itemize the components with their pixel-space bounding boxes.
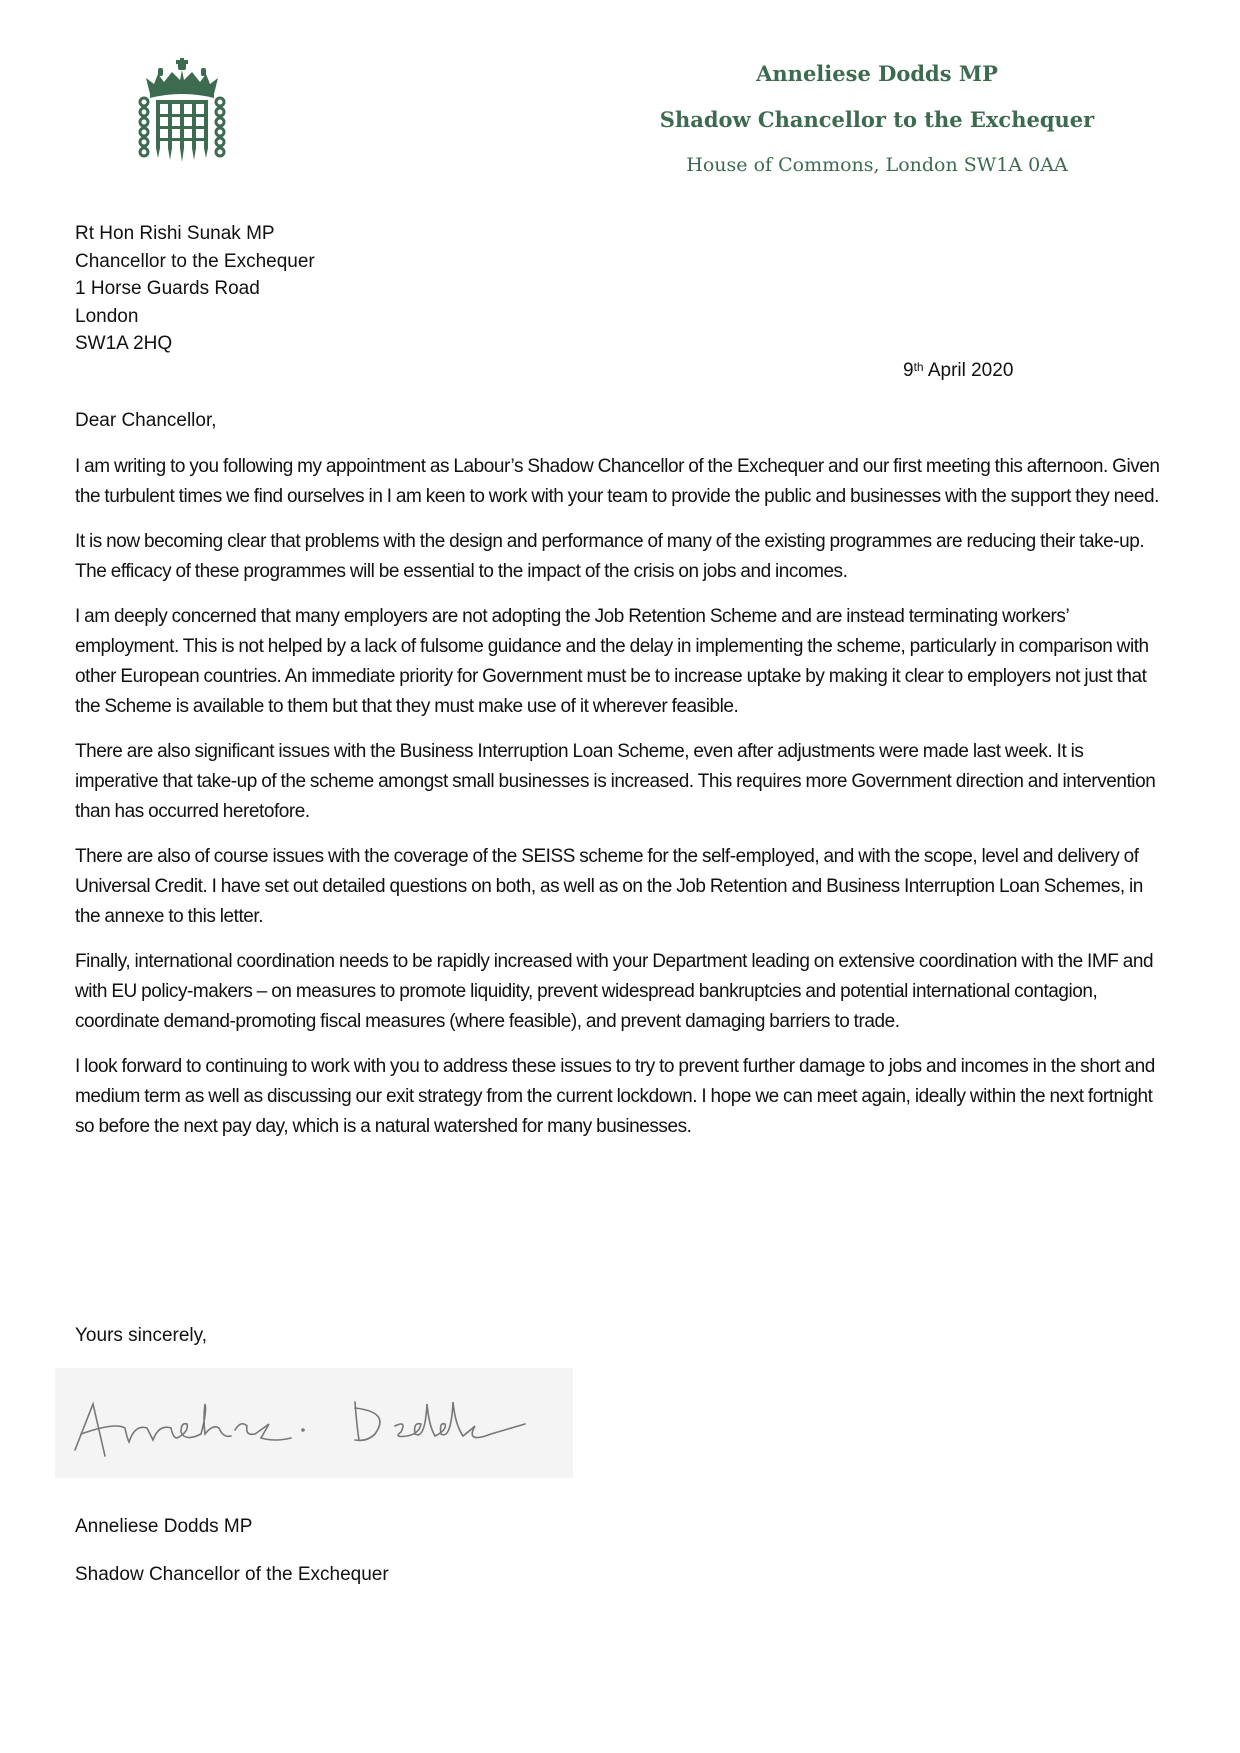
body-paragraph: I look forward to continuing to work with you to address these issues to try to prevent further damage to jobs and incomes in the short and medium term as well as discussing our exit strategy from the current lockdown. I hope we can meet again, ideally within the next fortnight so before the next pay day, which is a natural watershed for many businesses. bbox=[75, 1056, 1155, 1137]
date-day: 9 bbox=[903, 360, 914, 381]
body-paragraph: It is now becoming clear that problems with the design and performance of many of the existing programmes are reducing their take-up. The efficacy of these programmes will be essential to the impact of the crisis on jobs and incomes. bbox=[75, 531, 1145, 582]
recipient-street: 1 Horse Guards Road bbox=[75, 278, 260, 299]
date-suffix: th bbox=[913, 360, 924, 374]
body-paragraph: There are also significant issues with the Business Interruption Loan Scheme, even after adjustments were made last week. It is imperative that take-up of the scheme amongst small businesses is increased. This requires more Government direction and intervention than has occurred heretofore. bbox=[75, 741, 1156, 822]
sender-name: Anneliese Dodds MP bbox=[756, 61, 998, 86]
letter-date bbox=[903, 358, 1013, 384]
portcullis-crown-icon bbox=[136, 58, 228, 164]
recipient-title: Chancellor to the Exchequer bbox=[75, 250, 315, 272]
date-month-year: April 2020 bbox=[923, 360, 1014, 381]
letterhead bbox=[597, 58, 1157, 178]
signer-title: Shadow Chancellor of the Exchequer bbox=[75, 1564, 389, 1585]
sender-title: Shadow Chancellor to the Exchequer bbox=[659, 107, 1095, 132]
signer-name: Anneliese Dodds MP bbox=[75, 1516, 253, 1537]
recipient-city: London bbox=[75, 305, 139, 327]
sender-address: House of Commons, London SW1A 0AA bbox=[686, 154, 1068, 176]
recipient-postcode: SW1A 2HQ bbox=[75, 333, 173, 354]
body-paragraph: Finally, international coordination needs to be rapidly increased with your Department leading on extensive coordination with the IMF and with EU policy-makers – on measures to promote liquidity, prevent widespread bankruptcies and potential international contagion, coordinate demand-promoting fiscal measures (where feasible), and prevent damaging barriers to trade. bbox=[75, 951, 1154, 1032]
letter-body bbox=[75, 452, 1170, 1157]
salutation: Dear Chancellor, bbox=[75, 410, 217, 431]
handwritten-signature bbox=[55, 1368, 573, 1478]
recipient-name: Rt Hon Rishi Sunak MP bbox=[75, 223, 275, 244]
body-paragraph: I am writing to you following my appointment as Labour’s Shadow Chancellor of the Exchequer and our first meeting this afternoon. Given the turbulent times we find ourselves in I am keen to work with your team to provide the public and businesses with the support they need. bbox=[75, 456, 1160, 507]
body-paragraph: There are also of course issues with the coverage of the SEISS scheme for the self-employed, and with the scope, level and delivery of Universal Credit. I have set out detailed questions on both, as well as on the Job Retention and Business Interruption Loan Schemes, in the annexe to this letter. bbox=[75, 846, 1143, 927]
body-paragraph: I am deeply concerned that many employers are not adopting the Job Retention Scheme and are instead terminating workers’ employment. This is not helped by a lack of fulsome guidance and the delay in implementing the scheme, particularly in comparison with other European countries. An immediate priority for Government must be to increase uptake by making it clear to employers not just that the Scheme is available to them but that they must make use of it wherever feasible. bbox=[75, 606, 1149, 717]
recipient-address-block bbox=[75, 220, 315, 358]
signature-icon bbox=[55, 1368, 573, 1478]
closing: Yours sincerely, bbox=[75, 1325, 208, 1346]
